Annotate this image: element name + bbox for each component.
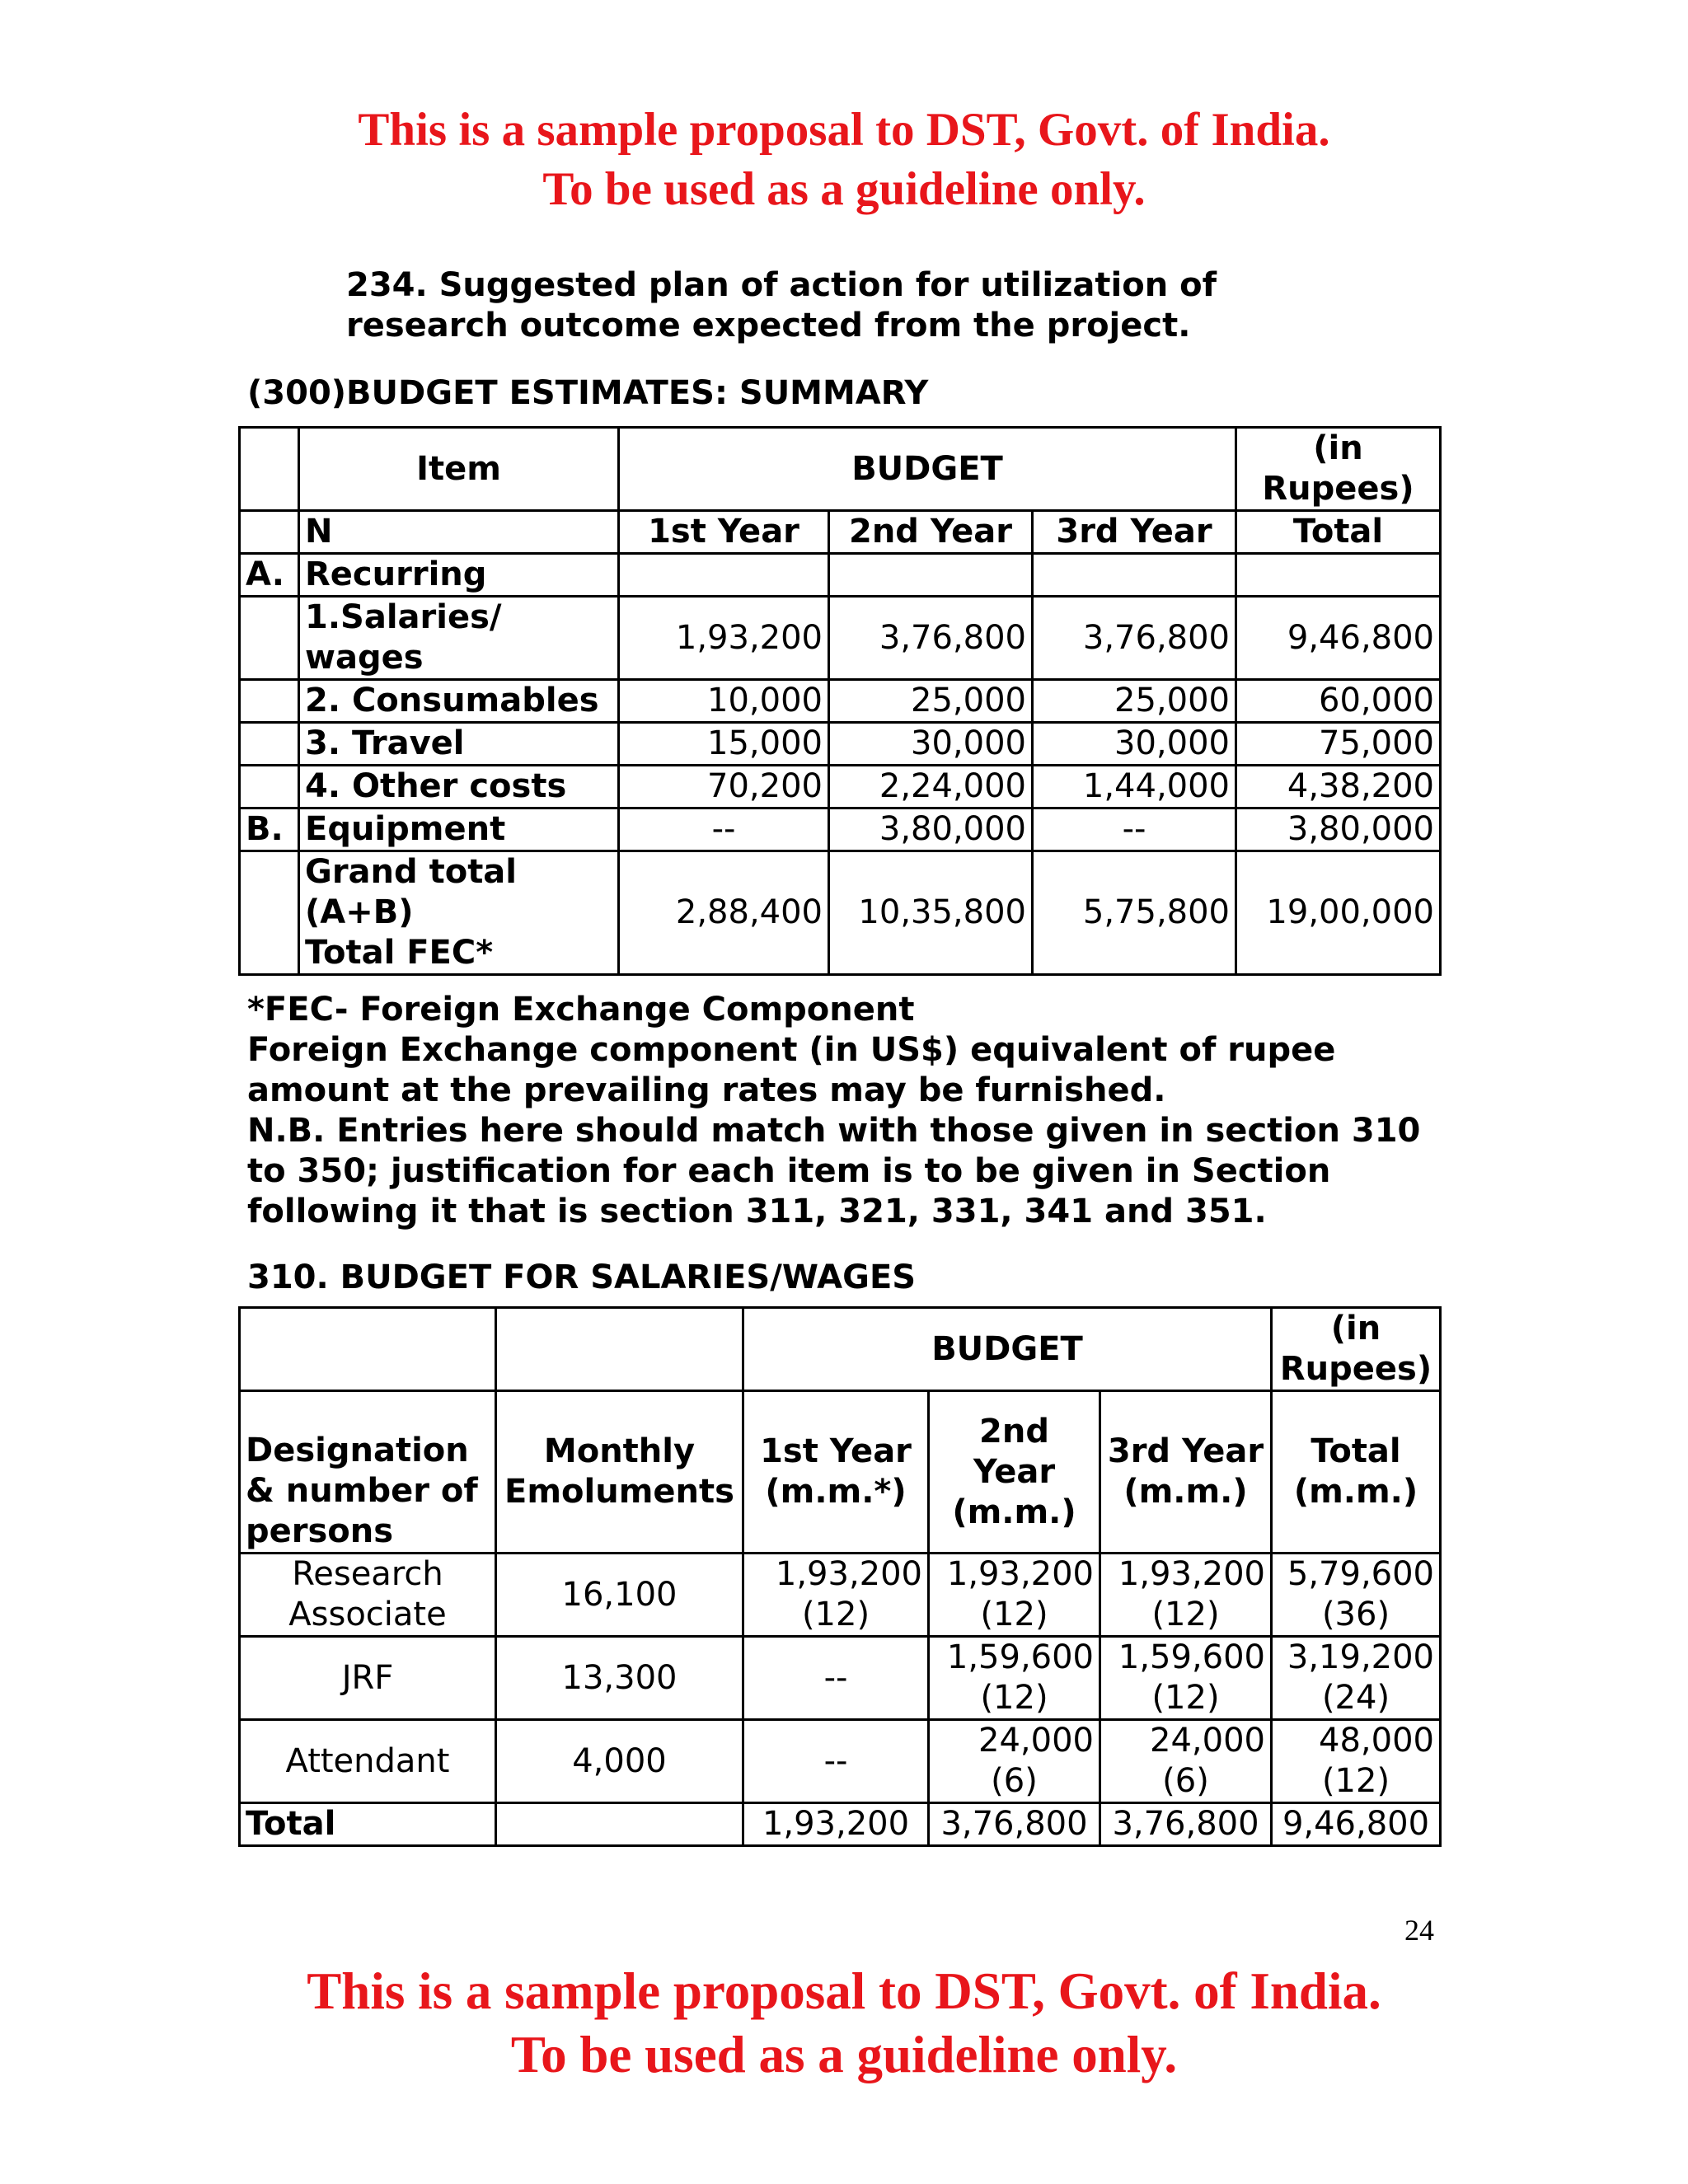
salary-total-year2: 3,76,800 <box>929 1803 1100 1846</box>
empty-cell <box>1236 554 1441 597</box>
salary-header-year2 <box>929 1391 1100 1554</box>
year1-line-1: 1st Year <box>760 1432 912 1470</box>
jrf-year1: -- <box>743 1637 929 1720</box>
in-rupees-line-2: Rupees) <box>1262 470 1414 508</box>
grand-label-line-1: Grand total <box>305 853 518 891</box>
attendant-year1: -- <box>743 1720 929 1803</box>
equipment-year1: -- <box>619 808 829 851</box>
row-label-recurring: Recurring <box>299 554 619 597</box>
sample-banner-bottom <box>0 1960 1688 2087</box>
jrf-total-amount: 3,19,200 <box>1287 1638 1434 1676</box>
ra-year2 <box>929 1554 1100 1637</box>
total-line-1: Total <box>1311 1432 1401 1470</box>
salaries-year1: 1,93,200 <box>619 597 829 680</box>
travel-year1: 15,000 <box>619 723 829 766</box>
designation-line-2: & number of <box>246 1472 478 1510</box>
grand-year3: 5,75,800 <box>1033 851 1236 975</box>
salary-row-attendant <box>240 1720 1441 1803</box>
salary-total-label: Total <box>240 1803 496 1846</box>
note-line-2: Foreign Exchange component (in US$) equivalent of rupee <box>247 1031 1336 1069</box>
summary-header-blank <box>240 428 299 511</box>
page-number: 24 <box>1404 1914 1434 1947</box>
jrf-total <box>1272 1637 1441 1720</box>
salaries-year3: 3,76,800 <box>1033 597 1236 680</box>
salary-total-year1: 1,93,200 <box>743 1803 929 1846</box>
summary-header-row-1 <box>240 428 1441 511</box>
salary-header-total <box>1272 1391 1441 1554</box>
salary-total-year3: 3,76,800 <box>1100 1803 1272 1846</box>
travel-year2: 30,000 <box>829 723 1033 766</box>
attendant-year2-mm: (6) <box>991 1762 1038 1800</box>
ra-year1-amount: 1,93,200 <box>775 1555 922 1593</box>
empty-cell <box>240 680 299 723</box>
empty-cell <box>240 597 299 680</box>
item-234-line-1: 234. Suggested plan of action for utilization of <box>346 266 1217 304</box>
empty-cell <box>496 1308 743 1391</box>
banner-line-2: To be used as a guideline only. <box>542 163 1146 215</box>
attendant-year3-amount: 24,000 <box>1150 1722 1265 1760</box>
section-310-title: 310. BUDGET FOR SALARIES/WAGES <box>247 1258 917 1296</box>
year2-line-1: 2nd <box>979 1412 1049 1451</box>
grand-label-line-3: Total FEC* <box>305 934 494 972</box>
row-label-other-costs: 4. Other costs <box>299 766 619 808</box>
attendant-year3 <box>1100 1720 1272 1803</box>
salary-in-rupees-line-1: (in <box>1330 1310 1381 1347</box>
salary-header-row-1 <box>240 1308 1441 1391</box>
attendant-total-amount: 48,000 <box>1319 1722 1434 1760</box>
jrf-year3-amount: 1,59,600 <box>1118 1638 1265 1676</box>
ra-name-line-2: Associate <box>288 1596 447 1633</box>
designation-line-1: Designation <box>246 1432 469 1469</box>
empty-cell <box>240 766 299 808</box>
summary-header-n: N <box>299 511 619 554</box>
monthly-line-2: Emoluments <box>504 1473 734 1511</box>
ra-total <box>1272 1554 1441 1637</box>
note-line-1: *FEC- Foreign Exchange Component <box>247 991 915 1029</box>
summary-header-in-rupees <box>1236 428 1441 511</box>
other-total: 4,38,200 <box>1236 766 1441 808</box>
jrf-year2 <box>929 1637 1100 1720</box>
banner-line-1-bottom: This is a sample proposal to DST, Govt. of India. <box>307 1962 1381 2020</box>
in-rupees-line-1: (in <box>1313 429 1363 467</box>
empty-cell <box>619 554 829 597</box>
attendant-monthly: 4,000 <box>496 1720 743 1803</box>
salaries-total: 9,46,800 <box>1236 597 1441 680</box>
item-234-heading <box>346 265 1217 346</box>
summary-header-budget: BUDGET <box>619 428 1236 511</box>
attendant-designation: Attendant <box>240 1720 496 1803</box>
jrf-year2-amount: 1,59,600 <box>946 1638 1094 1676</box>
ra-year2-mm: (12) <box>980 1596 1048 1633</box>
empty-cell <box>240 1308 496 1391</box>
salary-header-monthly <box>496 1391 743 1554</box>
empty-cell <box>496 1803 743 1846</box>
jrf-designation: JRF <box>240 1637 496 1720</box>
equipment-total: 3,80,000 <box>1236 808 1441 851</box>
salary-header-designation <box>240 1391 496 1554</box>
ra-year3-amount: 1,93,200 <box>1118 1555 1265 1593</box>
ra-designation <box>240 1554 496 1637</box>
year3-line-1: 3rd Year <box>1107 1432 1264 1470</box>
year2-line-3: (m.m.) <box>952 1493 1076 1531</box>
jrf-total-mm: (24) <box>1321 1679 1390 1717</box>
salary-row-total <box>240 1803 1441 1846</box>
ra-year1-mm: (12) <box>801 1596 870 1633</box>
travel-year3: 30,000 <box>1033 723 1236 766</box>
consumables-year2: 25,000 <box>829 680 1033 723</box>
equipment-year2: 3,80,000 <box>829 808 1033 851</box>
summary-header-blank-2 <box>240 511 299 554</box>
note-line-4: N.B. Entries here should match with those given in section 310 <box>247 1112 1421 1150</box>
salary-header-in-rupees <box>1272 1308 1441 1391</box>
item-234-line-2: research outcome expected from the project. <box>346 307 1191 344</box>
salary-row-jrf <box>240 1637 1441 1720</box>
row-label-consumables: 2. Consumables <box>299 680 619 723</box>
consumables-year1: 10,000 <box>619 680 829 723</box>
summary-row-travel <box>240 723 1441 766</box>
note-line-5: to 350; justification for each item is to be given in Section <box>247 1152 1331 1190</box>
ra-year3-mm: (12) <box>1151 1596 1220 1633</box>
row-label-travel: 3. Travel <box>299 723 619 766</box>
designation-line-3: persons <box>246 1512 394 1550</box>
grand-label-line-2: (A+B) <box>305 893 414 931</box>
salaries-label-line-1: 1.Salaries/ <box>305 598 502 636</box>
summary-header-year3: 3rd Year <box>1033 511 1236 554</box>
summary-header-year2: 2nd Year <box>829 511 1033 554</box>
grand-year1: 2,88,400 <box>619 851 829 975</box>
ra-name-line-1: Research <box>292 1555 443 1593</box>
attendant-year3-mm: (6) <box>1162 1762 1209 1800</box>
salary-total-total: 9,46,800 <box>1272 1803 1441 1846</box>
row-label-salaries <box>299 597 619 680</box>
ra-total-amount: 5,79,600 <box>1287 1555 1434 1593</box>
section-300-title: (300)BUDGET ESTIMATES: SUMMARY <box>247 374 929 412</box>
salary-in-rupees-line-2: Rupees) <box>1279 1350 1432 1388</box>
ra-total-mm: (36) <box>1321 1596 1390 1633</box>
ra-year3 <box>1100 1554 1272 1637</box>
jrf-year3 <box>1100 1637 1272 1720</box>
summary-row-salaries <box>240 597 1441 680</box>
fec-notes <box>247 990 1420 1232</box>
ra-monthly: 16,100 <box>496 1554 743 1637</box>
budget-summary-table <box>238 426 1442 976</box>
equipment-year3: -- <box>1033 808 1236 851</box>
other-year2: 2,24,000 <box>829 766 1033 808</box>
banner-line-2-bottom: To be used as a guideline only. <box>510 2026 1178 2083</box>
sample-banner-top <box>0 101 1688 219</box>
note-line-6: following it that is section 311, 321, 331, 341 and 351. <box>247 1193 1267 1230</box>
ra-year1 <box>743 1554 929 1637</box>
jrf-year3-mm: (12) <box>1151 1679 1220 1717</box>
grand-year2: 10,35,800 <box>829 851 1033 975</box>
summary-header-item: Item <box>299 428 619 511</box>
salaries-wages-table <box>238 1306 1442 1847</box>
salary-header-year1 <box>743 1391 929 1554</box>
summary-header-total: Total <box>1236 511 1441 554</box>
grand-total: 19,00,000 <box>1236 851 1441 975</box>
salary-header-year3 <box>1100 1391 1272 1554</box>
travel-total: 75,000 <box>1236 723 1441 766</box>
summary-header-row-2 <box>240 511 1441 554</box>
attendant-total <box>1272 1720 1441 1803</box>
empty-cell <box>829 554 1033 597</box>
attendant-year2-amount: 24,000 <box>978 1722 1094 1760</box>
year2-line-2: Year <box>973 1452 1056 1491</box>
year3-line-2: (m.m.) <box>1123 1473 1248 1511</box>
other-year1: 70,200 <box>619 766 829 808</box>
consumables-year3: 25,000 <box>1033 680 1236 723</box>
row-label-grand-total <box>299 851 619 975</box>
year1-line-2: (m.m.*) <box>765 1473 907 1511</box>
total-line-2: (m.m.) <box>1293 1473 1418 1511</box>
salary-header-row-2 <box>240 1391 1441 1554</box>
attendant-total-mm: (12) <box>1321 1762 1390 1800</box>
salaries-label-line-2: wages <box>305 639 424 677</box>
monthly-line-1: Monthly <box>543 1432 696 1470</box>
banner-line-1: This is a sample proposal to DST, Govt. of India. <box>358 104 1330 156</box>
jrf-monthly: 13,300 <box>496 1637 743 1720</box>
jrf-year2-mm: (12) <box>980 1679 1048 1717</box>
salaries-year2: 3,76,800 <box>829 597 1033 680</box>
summary-row-consumables <box>240 680 1441 723</box>
attendant-year2 <box>929 1720 1100 1803</box>
ra-year2-amount: 1,93,200 <box>946 1555 1094 1593</box>
summary-header-year1: 1st Year <box>619 511 829 554</box>
summary-row-other-costs <box>240 766 1441 808</box>
row-mark-a: A. <box>240 554 299 597</box>
other-year3: 1,44,000 <box>1033 766 1236 808</box>
summary-row-recurring <box>240 554 1441 597</box>
note-line-3: amount at the prevailing rates may be furnished. <box>247 1071 1166 1109</box>
empty-cell <box>1033 554 1236 597</box>
empty-cell <box>240 851 299 975</box>
empty-cell <box>240 723 299 766</box>
summary-row-grand-total <box>240 851 1441 975</box>
row-mark-b: B. <box>240 808 299 851</box>
summary-row-equipment <box>240 808 1441 851</box>
salary-row-research-associate <box>240 1554 1441 1637</box>
consumables-total: 60,000 <box>1236 680 1441 723</box>
salary-header-budget: BUDGET <box>743 1308 1272 1391</box>
row-label-equipment: Equipment <box>299 808 619 851</box>
